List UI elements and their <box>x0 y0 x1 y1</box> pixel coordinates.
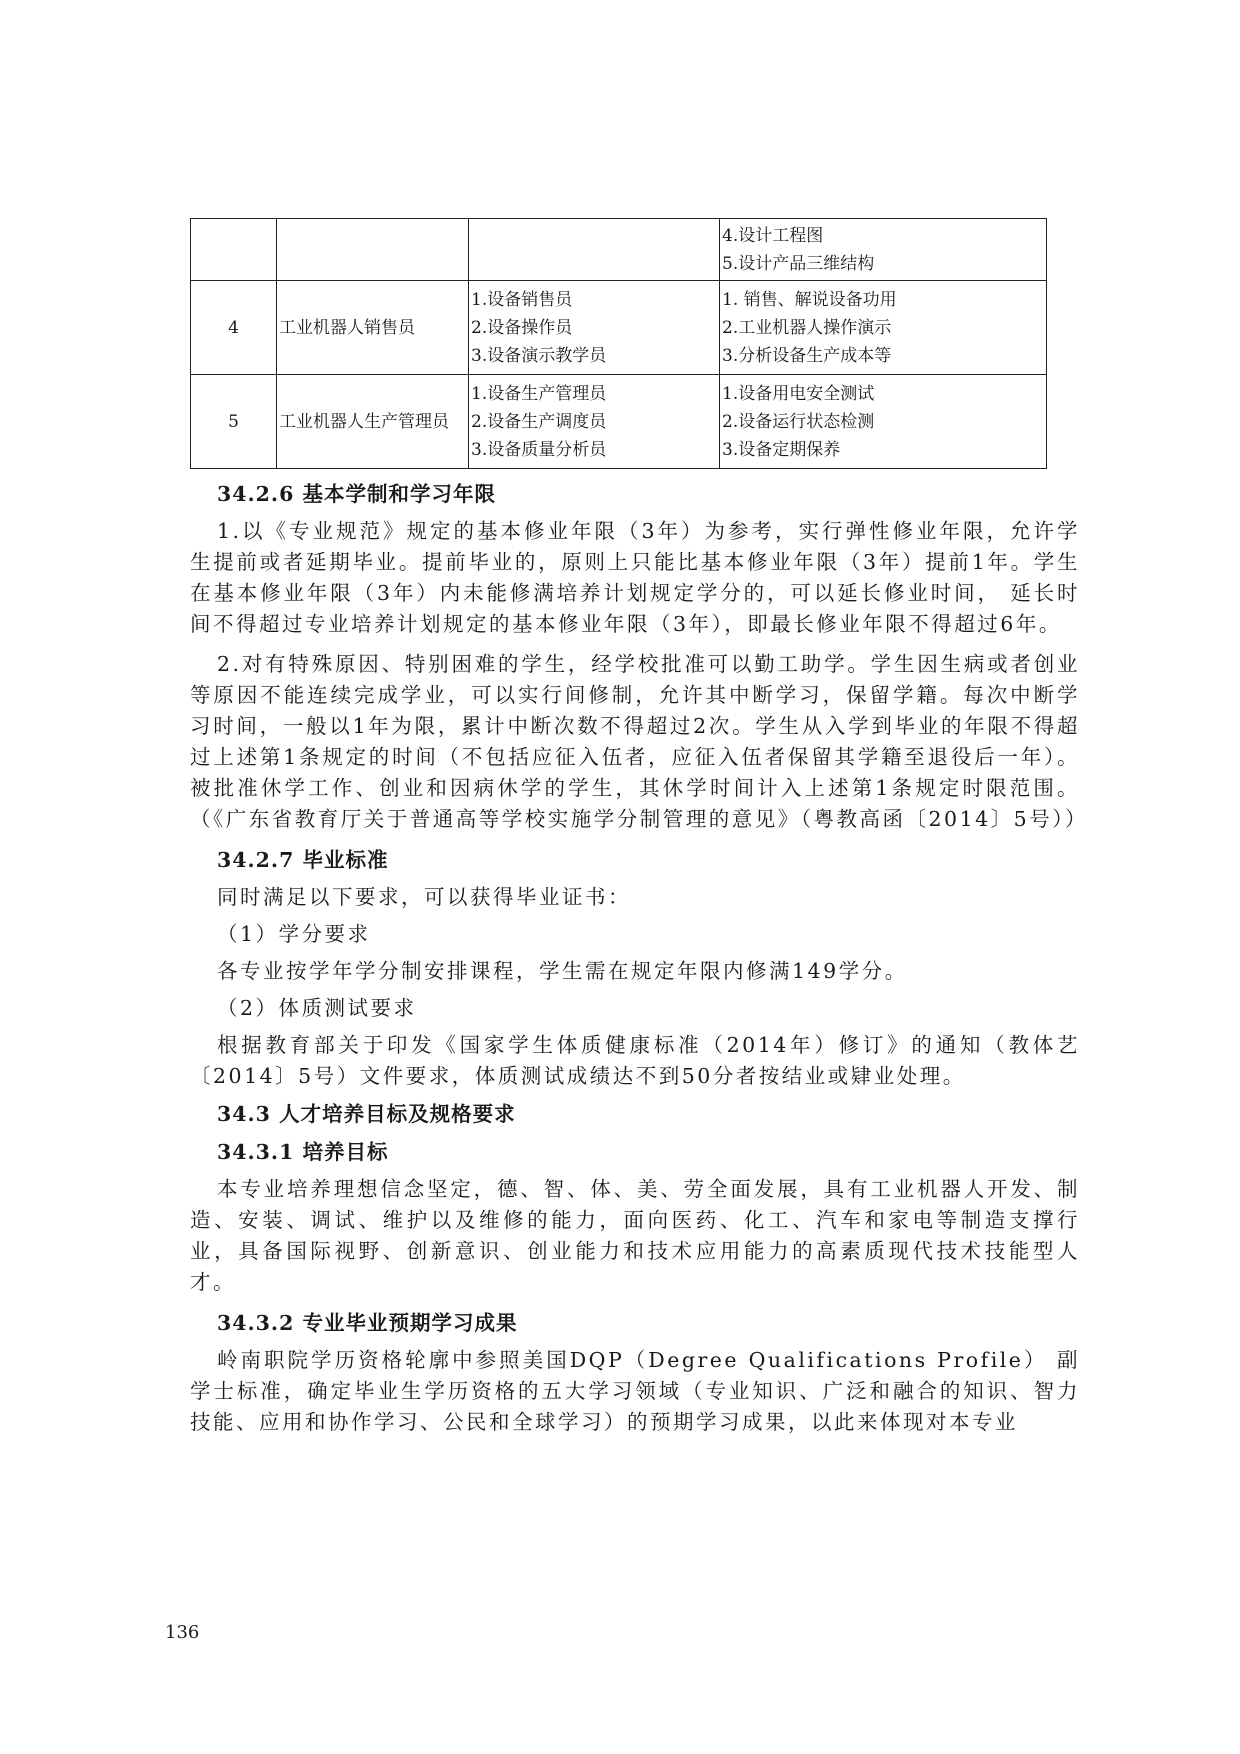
paragraph: 同时满足以下要求，可以获得毕业证书： <box>217 885 631 909</box>
section-heading-34-3-2: 34.3.2 专业毕业预期学习成果 <box>217 1311 518 1335</box>
position-item: 3.设备演示教学员 <box>471 345 607 366</box>
table-cell-positions <box>469 281 720 375</box>
paragraph: 岭南职院学历资格轮廓中参照美国DQP（Degree Qualifications Profile） 副学士标准，确定毕业生学历资格的五大学习领域（专业知识、广泛和融合的知识、智力技能、应用和协作学习、公民和全球学习）的预期学习成果，以此来体现对本专业 <box>190 1348 1080 1434</box>
table-cell-no: 4 <box>191 281 277 375</box>
table-cell-positions <box>469 375 720 469</box>
table-row <box>191 375 1047 469</box>
table-cell-role: 工业机器人生产管理员 <box>277 375 469 469</box>
table-cell-role: 工业机器人销售员 <box>277 281 469 375</box>
page-number: 136 <box>165 1622 200 1643</box>
table-cell-abilities <box>720 281 1047 375</box>
paragraph: 根据教育部关于印发《国家学生体质健康标准（2014年）修订》的通知（教体艺〔2014〕5号）文件要求，体质测试成绩达不到50分者按结业或肄业处理。 <box>190 1033 1080 1088</box>
table-row <box>191 219 1047 281</box>
position-item: 2.设备生产调度员 <box>471 411 607 432</box>
ability-item: 4.设计工程图 <box>722 225 824 246</box>
ability-item: 3.设备定期保养 <box>722 439 841 460</box>
ability-item: 1. 销售、解说设备功用 <box>722 289 897 310</box>
paragraph: 本专业培养理想信念坚定，德、智、体、美、劳全面发展，具有工业机器人开发、制造、安装、调试、维护以及维修的能力，面向医药、化工、汽车和家电等制造支撑行业，具备国际视野、创新意识、创业能力和技术应用能力的高素质现代技术技能型人才。 <box>190 1177 1080 1294</box>
table-cell-abilities <box>720 219 1047 281</box>
table-row <box>191 281 1047 375</box>
ability-item: 1.设备用电安全测试 <box>722 383 875 404</box>
paragraph: 各专业按学年学分制安排课程，学生需在规定年限内修满149学分。 <box>217 959 908 983</box>
table-cell-positions <box>469 219 720 281</box>
table-cell-role <box>277 219 469 281</box>
requirement-title: （1）学分要求 <box>217 922 371 946</box>
section-heading-34-3-1: 34.3.1 培养目标 <box>217 1140 389 1164</box>
table-cell-no <box>191 219 277 281</box>
ability-item: 3.分析设备生产成本等 <box>722 345 892 366</box>
section-heading-34-2-7: 34.2.7 毕业标准 <box>217 848 389 872</box>
position-item: 1.设备销售员 <box>471 289 573 310</box>
document-body <box>190 478 1088 1447</box>
table-cell-abilities <box>720 375 1047 469</box>
ability-item: 2.工业机器人操作演示 <box>722 317 892 338</box>
table-cell-no: 5 <box>191 375 277 469</box>
position-item: 3.设备质量分析员 <box>471 439 607 460</box>
position-item: 2.设备操作员 <box>471 317 573 338</box>
section-heading-34-3: 34.3 人才培养目标及规格要求 <box>217 1102 516 1126</box>
ability-item: 2.设备运行状态检测 <box>722 411 875 432</box>
paragraph: 1.以《专业规范》规定的基本修业年限（3年）为参考，实行弹性修业年限，允许学生提前或者延期毕业。提前毕业的，原则上只能比基本修业年限（3年）提前1年。学生在基本修业年限（3年）内未能修满培养计划规定学分的，可以延长修业时间， 延长时间不得超过专业培养计划规定的基本修业年限（3年），即最长修业年限不得超过6年。 <box>190 519 1080 636</box>
position-item: 1.设备生产管理员 <box>471 383 607 404</box>
ability-item: 5.设计产品三维结构 <box>722 253 875 274</box>
requirement-title: （2）体质测试要求 <box>217 996 417 1020</box>
career-table <box>190 218 1047 469</box>
section-heading-34-2-6: 34.2.6 基本学制和学习年限 <box>217 482 496 506</box>
paragraph: 2.对有特殊原因、特别困难的学生，经学校批准可以勤工助学。学生因生病或者创业等原因不能连续完成学业，可以实行间修制，允许其中断学习，保留学籍。每次中断学习时间，一般以1年为限，累计中断次数不得超过2次。学生从入学到毕业的年限不得超过上述第1条规定的时间（不包括应征入伍者，应征入伍者保留其学籍至退役后一年）。被批准休学工作、创业和因病休学的学生，其休学时间计入上述第1条规定时限范围。（《广东省教育厅关于普通高等学校实施学分制管理的意见》（粤教高函〔2014〕5号）） <box>190 652 1088 831</box>
